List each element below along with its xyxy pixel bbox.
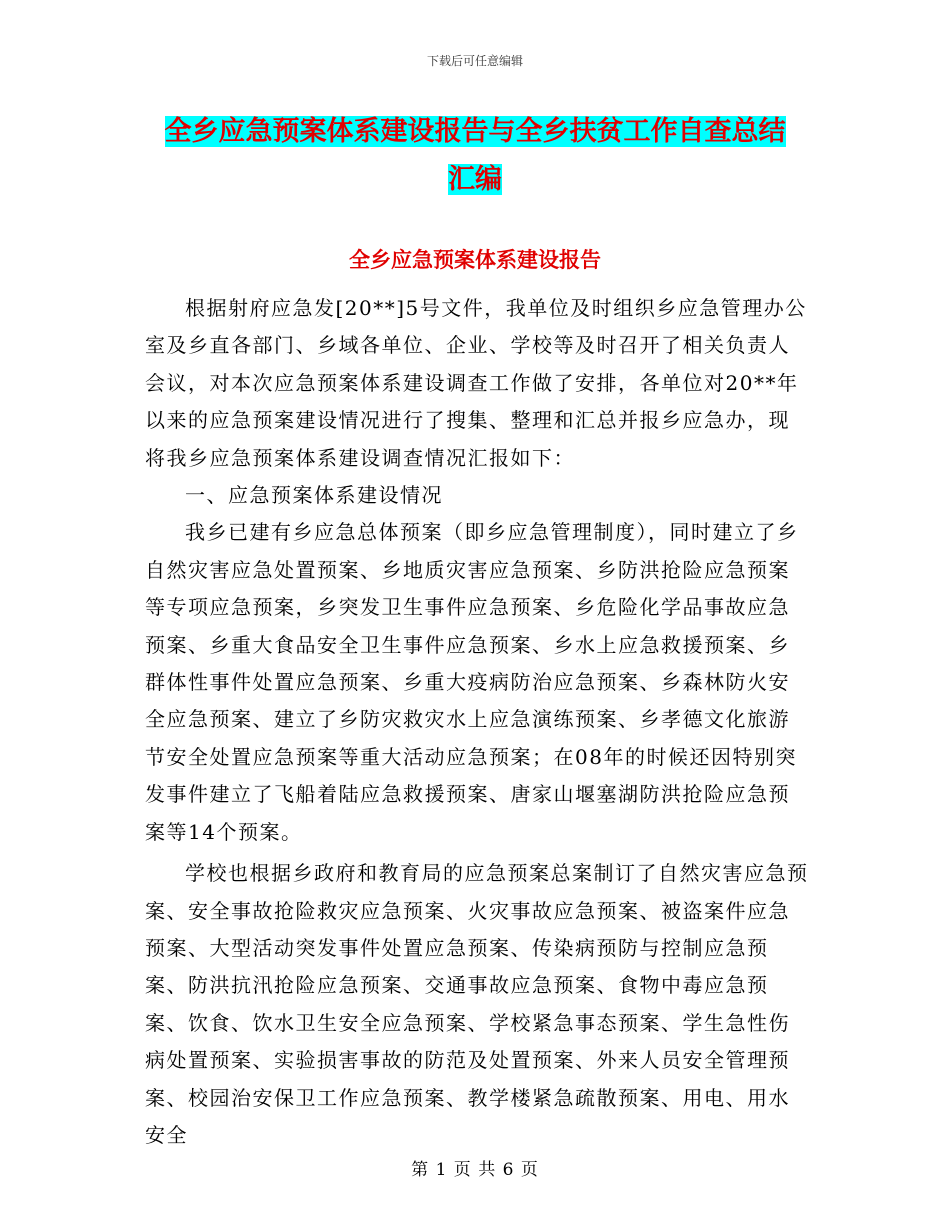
paragraph-township-plans: 我乡已建有乡应急总体预案（即乡应急管理制度），同时建立了乡自然灾害应急处置预案、乡地质灾害应急预案、乡防洪抢险应急预案等专项应急预案，乡突发卫生事件应急预案、乡危险化学品事故应急预案、乡重大食品安全卫生事件应急预案、乡水上应急救援预案、乡群体性事件处置应急预案、乡重大疫病防治应急预案、乡森林防火安全应急预案、建立了乡防灾救灾水上应急演练预案、乡孝德文化旅游节安全处置应急预案等重大活动应急预案；在08年的时候还因特别突发事件建立了飞船着陆应急救援预案、唐家山堰塞湖防洪抢险应急预案等14个预案。 (145, 520, 799, 844)
paragraph-intro: 根据射府应急发[20**]5号文件，我单位及时组织乡应急管理办公室及乡直各部门、乡域各单位、企业、学校等及时召开了相关负责人会议，对本次应急预案体系建设调查工作做了安排，各单位对20**年以来的应急预案建设情况进行了搜集、整理和汇总并报乡应急办，现将我乡应急预案体系建设调查情况汇报如下： (145, 296, 807, 470)
paragraph-school-plans: 学校也根据乡政府和教育局的应急预案总案制订了自然灾害应急预案、安全事故抢险救灾应急预案、火灾事故应急预案、被盗案件应急预案、大型活动突发事件处置应急预案、传染病预防与控制应急预案、防洪抗汛抢险应急预案、交通事故应急预案、食物中毒应急预案、饮食、饮水卫生安全应急预案、学校紧急事态预案、学生急性伤病处置预案、实验损害事故的防范及处置预案、外来人员安全管理预案、校园治安保卫工作应急预案、教学楼紧急疏散预案、用电、用水安全 (145, 861, 809, 1147)
page-header-note: 下载后可任意编辑 (426, 54, 523, 68)
page-number: 第 1 页 共 6 页 (411, 1160, 539, 1180)
document-title-line-2: 汇编 (448, 164, 502, 195)
document-title (0, 108, 950, 204)
document-body (145, 290, 810, 1154)
paragraph-heading-1: 一、应急预案体系建设情况 (185, 483, 443, 508)
document-title-line-1: 全乡应急预案体系建设报告与全乡扶贫工作自查总结 (164, 116, 786, 147)
section-title: 全乡应急预案体系建设报告 (349, 248, 601, 272)
